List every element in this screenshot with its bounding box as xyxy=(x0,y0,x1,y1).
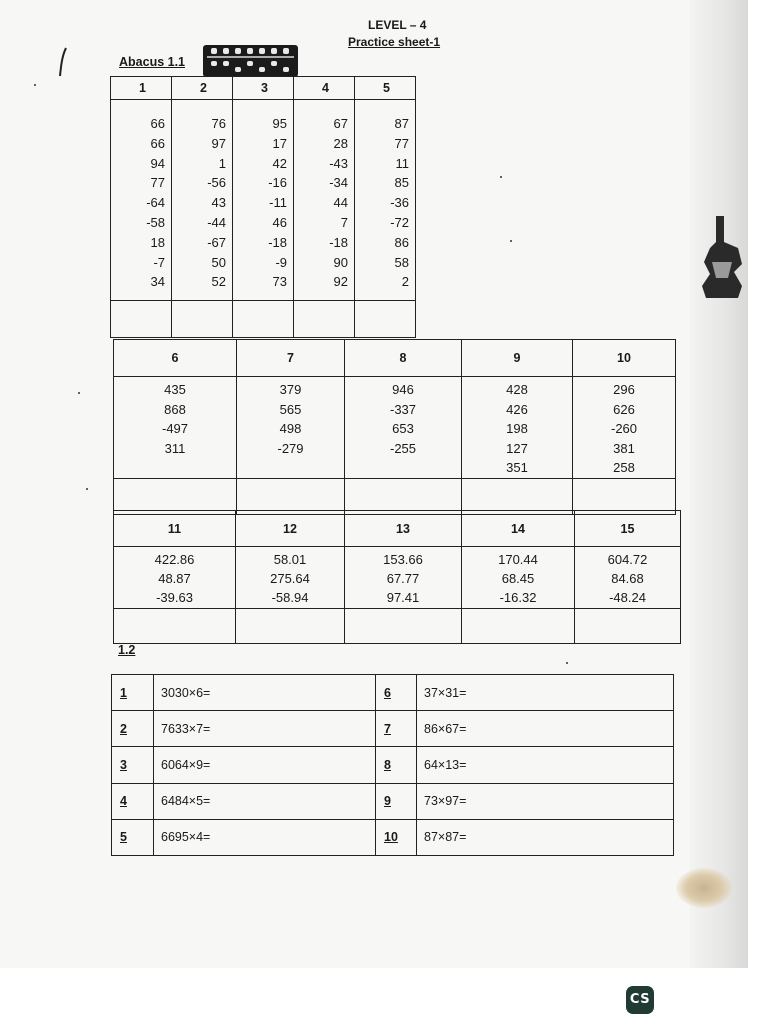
problem-text[interactable]: 37×31= xyxy=(417,675,674,711)
number-entry: 58.01 xyxy=(273,552,307,567)
number-entry: 66 xyxy=(150,135,165,151)
sum-column xyxy=(462,377,573,479)
problem-text[interactable]: 87×87= xyxy=(417,819,674,855)
number-entry: 52 xyxy=(211,274,226,290)
problem-text[interactable]: 64×13= xyxy=(417,747,674,783)
sum-column xyxy=(575,547,681,609)
number-entry: -58 xyxy=(146,214,165,230)
binder-clip-mark xyxy=(698,212,748,302)
number-entry: 946 xyxy=(392,382,414,397)
column-header: 7 xyxy=(237,340,345,377)
answer-cell[interactable] xyxy=(233,301,294,338)
page-edge-shadow xyxy=(690,0,748,968)
column-header: 6 xyxy=(114,340,237,377)
sum-column xyxy=(237,377,345,479)
number-entry: 92 xyxy=(333,274,348,290)
sum-column xyxy=(294,100,355,301)
paper-stain xyxy=(676,868,732,908)
answer-cell[interactable] xyxy=(236,608,345,643)
number-entry: -18 xyxy=(329,234,348,250)
number-entry: -72 xyxy=(390,214,409,230)
table-row xyxy=(114,377,676,479)
number-entry: -497 xyxy=(161,421,189,437)
number-entry: 626 xyxy=(613,401,635,417)
number-entry: 66 xyxy=(150,116,165,131)
column-header: 10 xyxy=(573,340,676,377)
problem-text[interactable]: 6484×5= xyxy=(154,783,376,819)
answer-cell[interactable] xyxy=(462,608,575,643)
answer-cell[interactable] xyxy=(345,608,462,643)
problem-text[interactable]: 86×67= xyxy=(417,711,674,747)
scan-speck xyxy=(500,176,502,178)
number-entry: 73 xyxy=(272,274,287,290)
scan-speck xyxy=(510,240,512,242)
table-row xyxy=(112,783,674,819)
number-entry: -260 xyxy=(610,421,638,437)
number-entry: -7 xyxy=(153,254,165,270)
number-entry: -16 xyxy=(268,175,287,191)
number-entry: 48.87 xyxy=(158,571,191,587)
number-entry: 77 xyxy=(150,175,165,191)
number-entry: 87 xyxy=(394,116,409,131)
number-entry: -39.63 xyxy=(156,590,193,606)
number-entry: -56 xyxy=(207,175,226,191)
problem-number: 4 xyxy=(112,783,154,819)
number-entry: -255 xyxy=(389,440,417,456)
column-header: 8 xyxy=(345,340,462,377)
problem-number: 3 xyxy=(112,747,154,783)
number-entry: 58 xyxy=(394,254,409,270)
number-entry: 42 xyxy=(272,155,287,171)
number-entry: 498 xyxy=(279,421,302,437)
problem-number: 1 xyxy=(112,675,154,711)
answer-cell[interactable] xyxy=(114,608,236,643)
problem-number: 8 xyxy=(376,747,417,783)
abacus-table-3 xyxy=(113,510,681,644)
number-entry: 170.44 xyxy=(498,552,538,567)
sum-column xyxy=(172,100,233,301)
camscanner-badge: CS xyxy=(626,986,654,1014)
number-entry: 77 xyxy=(394,135,409,151)
number-entry: -43 xyxy=(329,155,348,171)
answer-cell[interactable] xyxy=(294,301,355,338)
number-entry: 95 xyxy=(272,116,287,131)
number-entry: -34 xyxy=(329,175,348,191)
number-entry: 11 xyxy=(395,155,409,171)
number-entry: 97.41 xyxy=(386,590,420,606)
number-entry: 198 xyxy=(506,421,528,437)
table-row xyxy=(112,819,674,855)
number-entry: 127 xyxy=(506,440,528,456)
column-header: 13 xyxy=(345,511,462,547)
number-entry: 381 xyxy=(613,440,635,456)
column-header: 2 xyxy=(172,77,233,100)
number-entry: 2 xyxy=(401,274,409,290)
number-entry: 43 xyxy=(211,195,226,211)
number-entry: -18 xyxy=(268,234,287,250)
number-entry: 17 xyxy=(272,135,287,151)
number-entry: 275.64 xyxy=(270,571,310,587)
number-entry: -36 xyxy=(390,195,409,211)
table-row xyxy=(114,547,681,609)
column-header: 5 xyxy=(355,77,416,100)
answer-row xyxy=(111,301,416,338)
multiplication-table xyxy=(111,674,674,856)
abacus-section-title: Abacus 1.1 xyxy=(119,55,186,69)
sum-column xyxy=(114,547,236,609)
abacus-table-2 xyxy=(113,339,676,515)
number-entry: -337 xyxy=(389,401,417,417)
number-entry: 86 xyxy=(394,234,409,250)
number-entry: 351 xyxy=(506,460,528,476)
problem-number: 2 xyxy=(112,711,154,747)
problem-text[interactable]: 3030×6= xyxy=(154,675,376,711)
table-header-row xyxy=(111,77,416,100)
number-entry: 311 xyxy=(164,440,186,456)
number-entry: 153.66 xyxy=(383,552,423,567)
problem-number: 10 xyxy=(376,819,417,855)
pen-mark xyxy=(56,46,70,78)
number-entry: 67 xyxy=(333,116,348,131)
number-entry: 84.68 xyxy=(611,571,644,587)
number-entry: -64 xyxy=(146,195,165,211)
sum-column xyxy=(355,100,416,301)
number-entry: 428 xyxy=(506,382,528,397)
number-entry: -279 xyxy=(277,440,304,456)
column-header: 9 xyxy=(462,340,573,377)
scan-speck xyxy=(86,488,88,490)
answer-cell[interactable] xyxy=(575,608,681,643)
answer-cell[interactable] xyxy=(111,301,172,338)
number-entry: 67.77 xyxy=(386,571,420,587)
practice-sheet-title: Practice sheet-1 xyxy=(348,35,441,49)
number-entry: 379 xyxy=(279,382,302,397)
sum-column xyxy=(111,100,172,301)
number-entry: 653 xyxy=(392,421,414,437)
number-entry: 258 xyxy=(613,460,635,476)
sum-column xyxy=(114,377,237,479)
multiplication-section-title: 1.2 xyxy=(118,643,136,657)
number-entry: -67 xyxy=(207,234,226,250)
column-header: 15 xyxy=(575,511,681,547)
number-entry: 426 xyxy=(506,401,528,417)
table-row xyxy=(112,711,674,747)
answer-cell[interactable] xyxy=(355,301,416,338)
column-header: 1 xyxy=(111,77,172,100)
table-row xyxy=(112,675,674,711)
column-header: 14 xyxy=(462,511,575,547)
number-entry: 90 xyxy=(333,254,348,270)
problem-text[interactable]: 73×97= xyxy=(417,783,674,819)
number-entry: -58.94 xyxy=(271,590,309,606)
abacus-table-1 xyxy=(110,76,416,338)
sum-column xyxy=(233,100,294,301)
number-entry: 422.86 xyxy=(154,552,195,567)
number-entry: 50 xyxy=(211,254,226,270)
problem-number: 9 xyxy=(376,783,417,819)
column-header: 12 xyxy=(236,511,345,547)
sum-column xyxy=(345,547,462,609)
problem-number: 7 xyxy=(376,711,417,747)
scan-speck xyxy=(566,662,568,664)
number-entry: 565 xyxy=(279,401,302,417)
column-header: 3 xyxy=(233,77,294,100)
number-entry: 85 xyxy=(394,175,409,191)
level-title: LEVEL – 4 xyxy=(368,18,427,32)
number-entry: 18 xyxy=(150,234,165,250)
number-entry: 435 xyxy=(164,382,186,397)
number-entry: 34 xyxy=(150,274,165,290)
number-entry: 296 xyxy=(613,382,635,397)
problem-number: 6 xyxy=(376,675,417,711)
problem-text[interactable]: 6064×9= xyxy=(154,747,376,783)
answer-cell[interactable] xyxy=(172,301,233,338)
number-entry: 604.72 xyxy=(607,552,648,567)
scan-speck xyxy=(78,392,80,394)
number-entry: 76 xyxy=(211,116,226,131)
number-entry: -48.24 xyxy=(609,590,646,606)
number-entry: -11 xyxy=(269,195,287,211)
abacus-icon xyxy=(203,45,298,77)
table-header-row xyxy=(114,511,681,547)
scan-speck xyxy=(34,84,36,86)
column-header: 4 xyxy=(294,77,355,100)
table-header-row xyxy=(114,340,676,377)
table-row xyxy=(111,100,416,301)
number-entry: -44 xyxy=(207,214,226,230)
number-entry: 68.45 xyxy=(501,571,535,587)
number-entry: 28 xyxy=(333,135,348,151)
number-entry: 7 xyxy=(340,214,348,230)
sum-column xyxy=(573,377,676,479)
number-entry: 46 xyxy=(272,214,287,230)
problem-number: 5 xyxy=(112,819,154,855)
answer-row xyxy=(114,608,681,643)
problem-text[interactable]: 6695×4= xyxy=(154,819,376,855)
sum-column xyxy=(345,377,462,479)
number-entry: 44 xyxy=(333,195,348,211)
sum-column xyxy=(462,547,575,609)
number-entry: 868 xyxy=(164,401,186,417)
number-entry: -9 xyxy=(275,254,287,270)
number-entry: 94 xyxy=(150,155,165,171)
number-entry: -16.32 xyxy=(499,590,537,606)
number-entry: 97 xyxy=(211,135,226,151)
number-entry: 1 xyxy=(218,155,226,171)
problem-text[interactable]: 7633×7= xyxy=(154,711,376,747)
sum-column xyxy=(236,547,345,609)
table-row xyxy=(112,747,674,783)
column-header: 11 xyxy=(114,511,236,547)
